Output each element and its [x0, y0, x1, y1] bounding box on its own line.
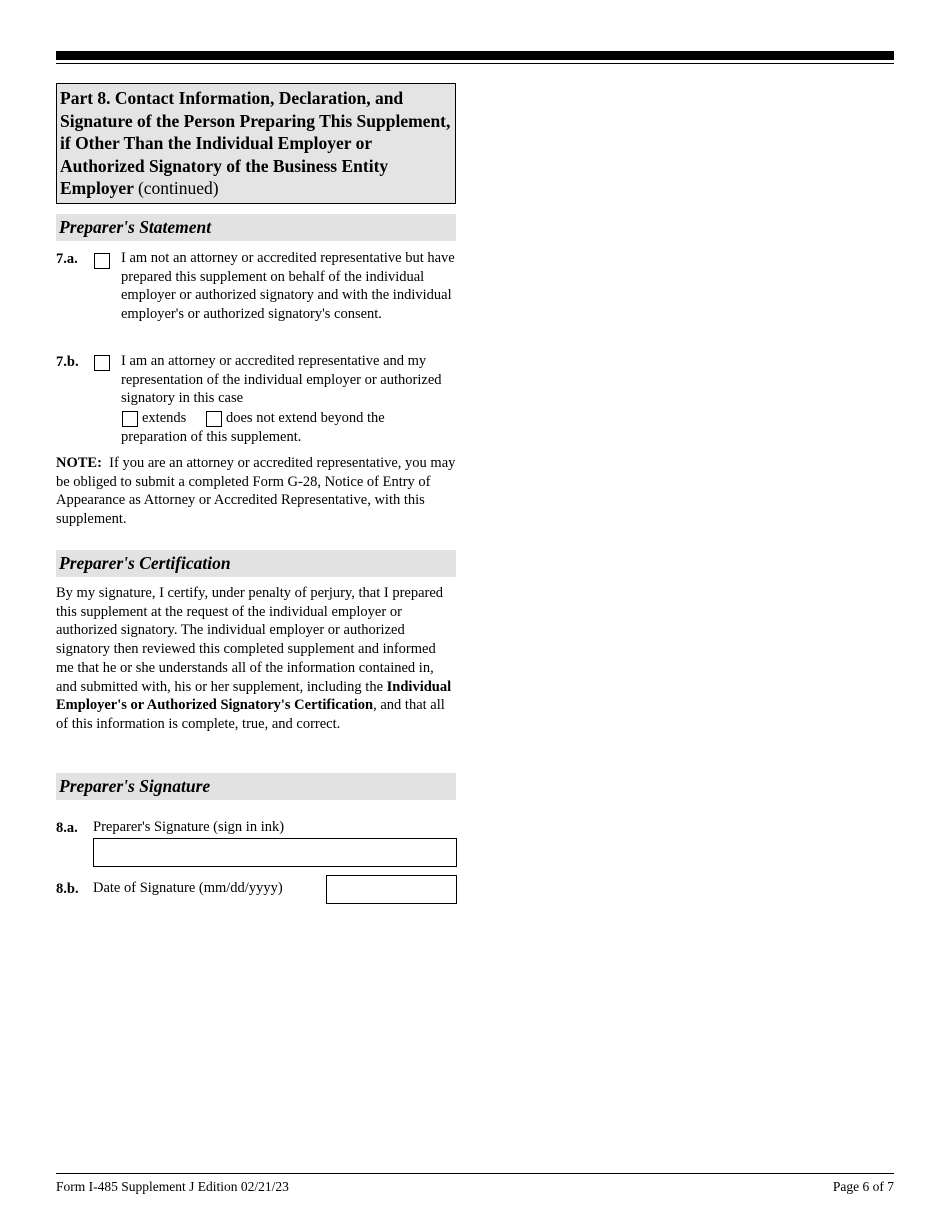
note-text: If you are an attorney or accredited representative, you may be obliged to submit a completed Form G-28, Notice of Entry of Appearance as Attorney or Accredited Representative, with this supplement. — [56, 455, 456, 528]
item-7b-tail: preparation of this supplement. — [121, 429, 302, 445]
item-8a-number: 8.a. — [56, 820, 78, 836]
preparers-statement-heading: Preparer's Statement — [56, 214, 456, 241]
certification-text-2: , and that all of this information is complete, true, and correct. — [56, 697, 445, 732]
item-7a-text: I am not an attorney or accredited representative but have prepared this supplement on behalf of the individual employer or authorized signatory and with the individual employer's or authorized signatory's consent. — [121, 250, 455, 323]
does-not-extend-checkbox[interactable] — [206, 411, 222, 427]
note-paragraph — [56, 454, 456, 529]
item-8b-number: 8.b. — [56, 881, 79, 897]
item-8a-label: Preparer's Signature (sign in ink) — [93, 819, 285, 835]
top-rule-thin — [56, 63, 894, 64]
preparer-signature-field[interactable] — [93, 838, 457, 867]
item-7b-checkbox[interactable] — [94, 355, 110, 371]
preparers-certification-heading: Preparer's Certification — [56, 550, 456, 577]
note-label: NOTE: — [56, 455, 102, 471]
part-8-header — [56, 83, 456, 204]
item-7a-number: 7.a. — [56, 251, 78, 267]
preparers-signature-heading: Preparer's Signature — [56, 773, 456, 800]
item-8b-label: Date of Signature (mm/dd/yyyy) — [93, 880, 283, 896]
date-of-signature-field[interactable] — [326, 875, 457, 904]
extends-label: extends — [142, 410, 187, 426]
part-8-continued: (continued) — [137, 178, 219, 198]
part-8-title: Part 8. Contact Information, Declaration, and Signature of the Person Preparing This Supplement, if Other Than the Individual Employer or Authorized Signatory of the Business Entity Employer — [60, 88, 451, 198]
does-not-extend-label: does not extend beyond the — [226, 410, 385, 426]
item-7a-checkbox[interactable] — [94, 253, 110, 269]
extends-checkbox[interactable] — [122, 411, 138, 427]
footer-page-number: Page 6 of 7 — [832, 1179, 894, 1194]
certification-text-bold: Individual Employer's or Authorized Signatory's Certification — [56, 678, 452, 714]
footer-form-edition: Form I-485 Supplement J Edition 02/21/23 — [56, 1179, 289, 1194]
certification-paragraph — [56, 584, 452, 734]
footer-rule — [56, 1173, 894, 1174]
top-rule-thick — [56, 51, 894, 60]
item-7b-text: I am an attorney or accredited representative and my representation of the individual employer or authorized signatory in this case — [121, 353, 442, 407]
item-7b-number: 7.b. — [56, 354, 79, 370]
certification-text-1: By my signature, I certify, under penalty of perjury, that I prepared this supplement at the request of the individual employer or authorized signatory. The individual employer or authorized signatory then reviewed this completed supplement and informed me that he or she understands all of the information contained in, and submitted with, his or her supplement, including the — [56, 585, 444, 695]
